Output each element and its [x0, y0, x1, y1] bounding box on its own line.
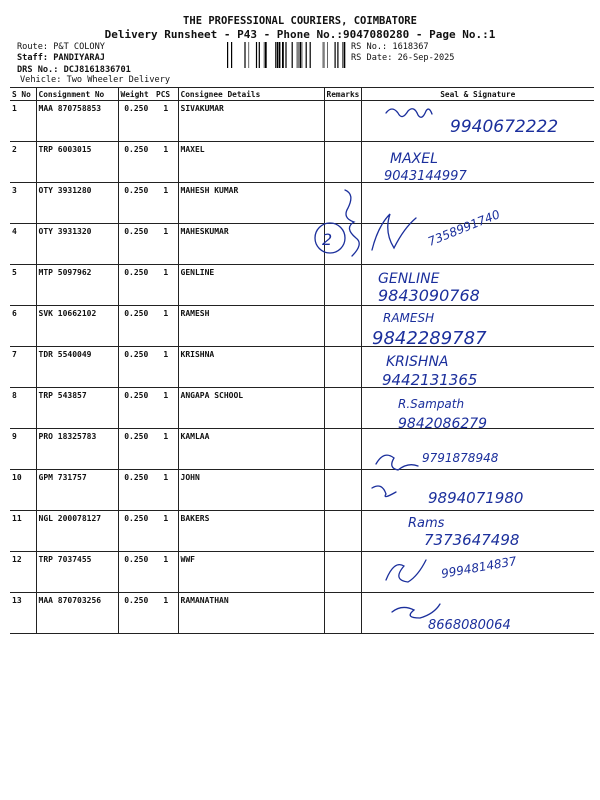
sig5-name: GENLINE — [378, 271, 440, 287]
cell-consignment: MAA 870758853 — [36, 101, 118, 142]
cell-sno: 9 — [10, 429, 36, 470]
cell-sno: 8 — [10, 388, 36, 429]
signature-13-stroke — [392, 604, 440, 618]
staff-label: Staff: PANDIYARAJ — [17, 53, 105, 63]
signature-9-stroke — [376, 455, 418, 470]
signature-3-stroke — [372, 214, 416, 250]
col-remarks: Remarks — [324, 88, 361, 101]
signature-10-stroke — [372, 486, 396, 497]
cell-sno: 12 — [10, 552, 36, 593]
sig6-phone: 9842289787 — [372, 328, 487, 349]
cell-consignment: TRP 7037455 — [36, 552, 118, 593]
vehicle-label: Vehicle: Two Wheeler Delivery — [20, 75, 171, 85]
cell-sno: 7 — [10, 347, 36, 388]
cell-pcs: 1 — [154, 265, 178, 306]
cell-consignment: NGL 200078127 — [36, 511, 118, 552]
sig13-phone: 8668080064 — [428, 618, 511, 633]
cell-consignment: MTP 5097962 — [36, 265, 118, 306]
route-label: Route: P&T COLONY — [17, 42, 105, 52]
cell-sno: 10 — [10, 470, 36, 511]
cell-weight: 0.250 — [118, 470, 154, 511]
cell-consignee: GENLINE — [178, 265, 324, 306]
cell-sno: 1 — [10, 101, 36, 142]
cell-consignee: MAHESKUMAR — [178, 224, 324, 265]
cell-consignee: ANGAPA SCHOOL — [178, 388, 324, 429]
cell-weight: 0.250 — [118, 429, 154, 470]
cell-pcs: 1 — [154, 142, 178, 183]
cell-weight: 0.250 — [118, 511, 154, 552]
sig6-name: RAMESH — [383, 311, 435, 325]
sig5-phone: 9843090768 — [378, 286, 480, 305]
cell-consignee: JOHN — [178, 470, 324, 511]
cell-consignee: MAXEL — [178, 142, 324, 183]
cell-pcs: 1 — [154, 552, 178, 593]
sig2-name: MAXEL — [390, 151, 438, 167]
rs-date: RS Date: 26-Sep-2025 — [351, 53, 455, 63]
cell-pcs: 1 — [154, 101, 178, 142]
cell-weight: 0.250 — [118, 183, 154, 224]
cell-weight: 0.250 — [118, 224, 154, 265]
cell-weight: 0.250 — [118, 142, 154, 183]
cell-consignee: BAKERS — [178, 511, 324, 552]
cell-consignee: RAMANATHAN — [178, 593, 324, 634]
cell-weight: 0.250 — [118, 347, 154, 388]
sig9-phone: 9791878948 — [422, 451, 499, 465]
cell-consignment: OTY 3931280 — [36, 183, 118, 224]
cell-sno: 11 — [10, 511, 36, 552]
cell-pcs: 1 — [154, 470, 178, 511]
cell-consignment: TDR 5540049 — [36, 347, 118, 388]
cell-weight: 0.250 — [118, 593, 154, 634]
sig2-phone: 9043144997 — [384, 169, 467, 184]
cell-weight: 0.250 — [118, 265, 154, 306]
cell-consignee: KRISHNA — [178, 347, 324, 388]
sig8-phone: 9842086279 — [398, 416, 488, 432]
cell-consignment: GPM 731757 — [36, 470, 118, 511]
cell-pcs: 1 — [154, 347, 178, 388]
sig3-phone: 7358991740 — [425, 207, 502, 249]
cell-consignment: SVK 10662102 — [36, 306, 118, 347]
company-name: THE PROFESSIONAL COURIERS, COIMBATORE — [183, 15, 417, 27]
sig10-phone: 9894071980 — [428, 489, 524, 507]
cell-consignment: MAA 870703256 — [36, 593, 118, 634]
cell-consignment: TRP 543857 — [36, 388, 118, 429]
cell-consignment: PRO 18325783 — [36, 429, 118, 470]
runsheet-subtitle: Delivery Runsheet - P43 - Phone No.:9047080280 - Page No.:1 — [104, 28, 496, 41]
cell-sno: 6 — [10, 306, 36, 347]
cell-sno: 13 — [10, 593, 36, 634]
drs-number: DRS No.: DCJ8161836701 — [17, 65, 131, 75]
rs-number: RS No.: 1618367 — [351, 42, 429, 52]
signature-1-stroke — [386, 109, 432, 118]
cell-consignment: TRP 6003015 — [36, 142, 118, 183]
col-consignee: Consignee Details — [178, 88, 324, 101]
cell-consignee: MAHESH KUMAR — [178, 183, 324, 224]
remark-number: 2 — [322, 230, 333, 249]
cell-consignee: SIVAKUMAR — [178, 101, 324, 142]
col-sno: S No — [10, 88, 36, 101]
cell-pcs: 1 — [154, 429, 178, 470]
cell-weight: 0.250 — [118, 306, 154, 347]
sig1-phone: 9940672222 — [450, 117, 559, 137]
sig7-phone: 9442131365 — [382, 371, 478, 389]
bracket-mark — [345, 190, 359, 256]
col-consignment: Consignment No — [36, 88, 118, 101]
cell-pcs: 1 — [154, 183, 178, 224]
cell-sno: 5 — [10, 265, 36, 306]
cell-weight: 0.250 — [118, 552, 154, 593]
cell-pcs: 1 — [154, 306, 178, 347]
sig12-phone: 9994814837 — [440, 553, 518, 581]
signature-12-stroke — [386, 560, 426, 582]
cell-consignee: KAMLAA — [178, 429, 324, 470]
cell-consignment: OTY 3931320 — [36, 224, 118, 265]
cell-consignee: RAMESH — [178, 306, 324, 347]
cell-sno: 2 — [10, 142, 36, 183]
sig8-name: R.Sampath — [398, 397, 465, 411]
col-signature: Seal & Signature — [361, 88, 594, 101]
cell-weight: 0.250 — [118, 101, 154, 142]
cell-pcs: 1 — [154, 224, 178, 265]
sig7-name: KRISHNA — [386, 354, 449, 370]
sig11-name: Rams — [408, 516, 445, 531]
cell-weight: 0.250 — [118, 388, 154, 429]
cell-pcs: 1 — [154, 593, 178, 634]
col-weight: Weight — [118, 88, 154, 101]
sig11-phone: 7373647498 — [424, 531, 520, 549]
cell-sno: 3 — [10, 183, 36, 224]
cell-consignee: WWF — [178, 552, 324, 593]
cell-sno: 4 — [10, 224, 36, 265]
cell-pcs: 1 — [154, 511, 178, 552]
col-pcs: PCS — [154, 88, 178, 101]
cell-pcs: 1 — [154, 388, 178, 429]
